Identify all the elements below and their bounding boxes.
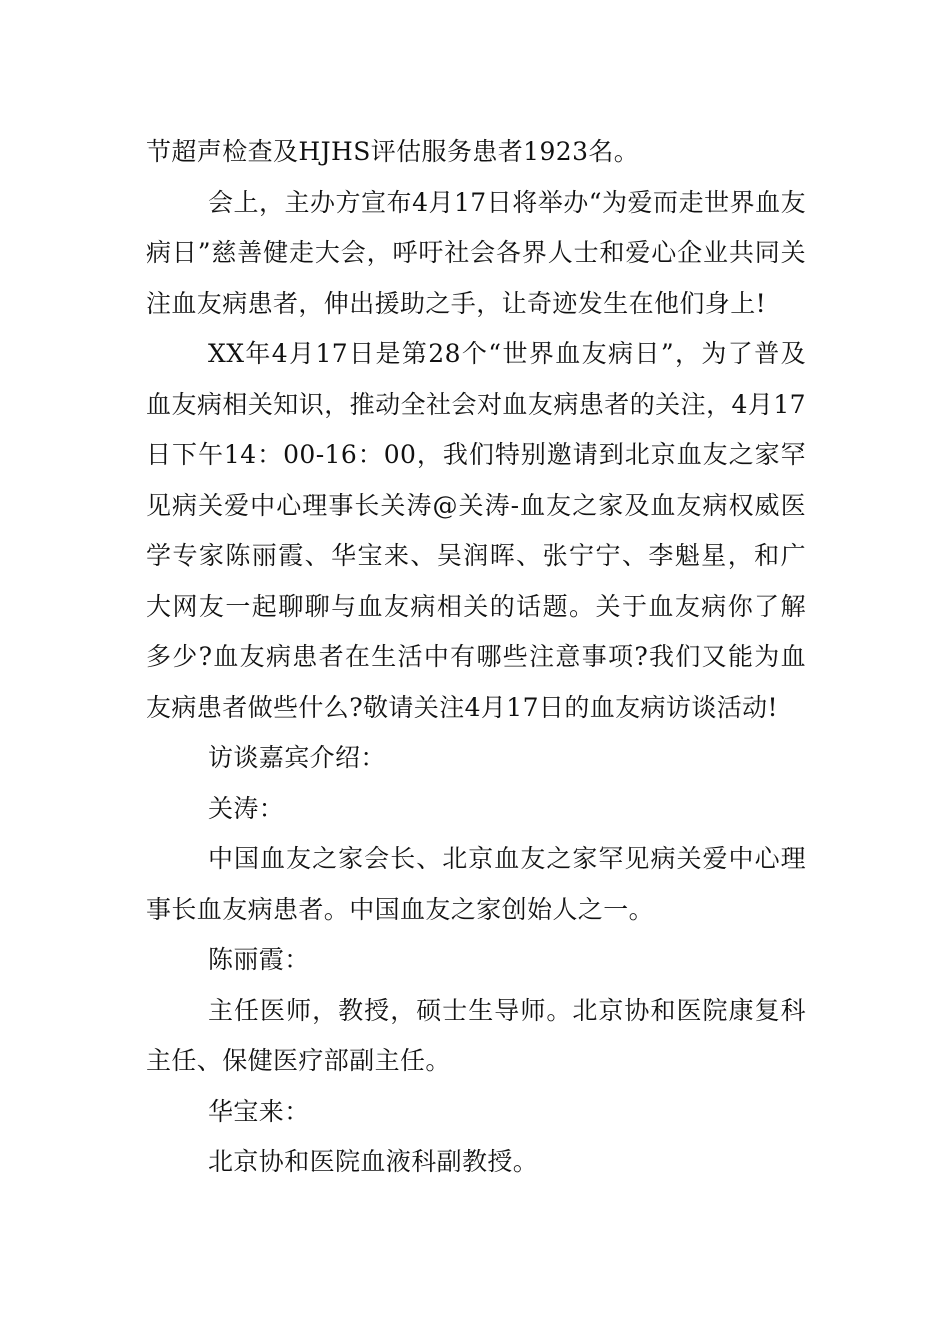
- paragraph-announcement: 会上，主办方宣布4月17日将举办“为爱而走世界血友病日”慈善健走大会，呼吁社会各界人士和爱心企业共同关注血友病患者，伸出援助之手，让奇迹发生在他们身上!: [146, 187, 806, 318]
- guest-name-chen-lixia: 陈丽霞：: [208, 945, 310, 974]
- guest-bio-chen-lixia: 主任医师，教授，硕士生导师。北京协和医院康复科主任、保健医疗部副主任。: [146, 995, 806, 1075]
- guest-bio-guan-tao: 中国血友之家会长、北京血友之家罕见病关爱中心理事长血友病患者。中国血友之家创始人之一。: [146, 844, 806, 924]
- paragraph-event-intro: XX年4月17日是第28个“世界血友病日”，为了普及血友病相关知识，推动全社会对血友病患者的关注，4月17日下午14：00-16：00，我们特别邀请到北京血友之家罕见病关爱中心理事长关涛@关涛-血友之家及血友病权威医学专家陈丽霞、华宝来、吴润晖、张宁宁、李魁星，和广大网友一起聊聊与血友病相关的话题。关于血友病你了解多少?血友病患者在生活中有哪些注意事项?我们又能为血友病患者做些什么?敬请关注4月17日的血友病访谈活动!: [146, 339, 806, 722]
- document-body: [146, 127, 806, 1188]
- guest-name-hua-baolai: 华宝来：: [208, 1096, 310, 1126]
- paragraph-continuation: 节超声检查及HJHS评估服务患者1923名。: [146, 137, 640, 166]
- guest-name-guan-tao: 关涛：: [208, 793, 285, 823]
- guests-heading: 访谈嘉宾介绍：: [208, 743, 386, 772]
- guest-bio-hua-baolai: 北京协和医院血液科副教授。: [208, 1147, 539, 1176]
